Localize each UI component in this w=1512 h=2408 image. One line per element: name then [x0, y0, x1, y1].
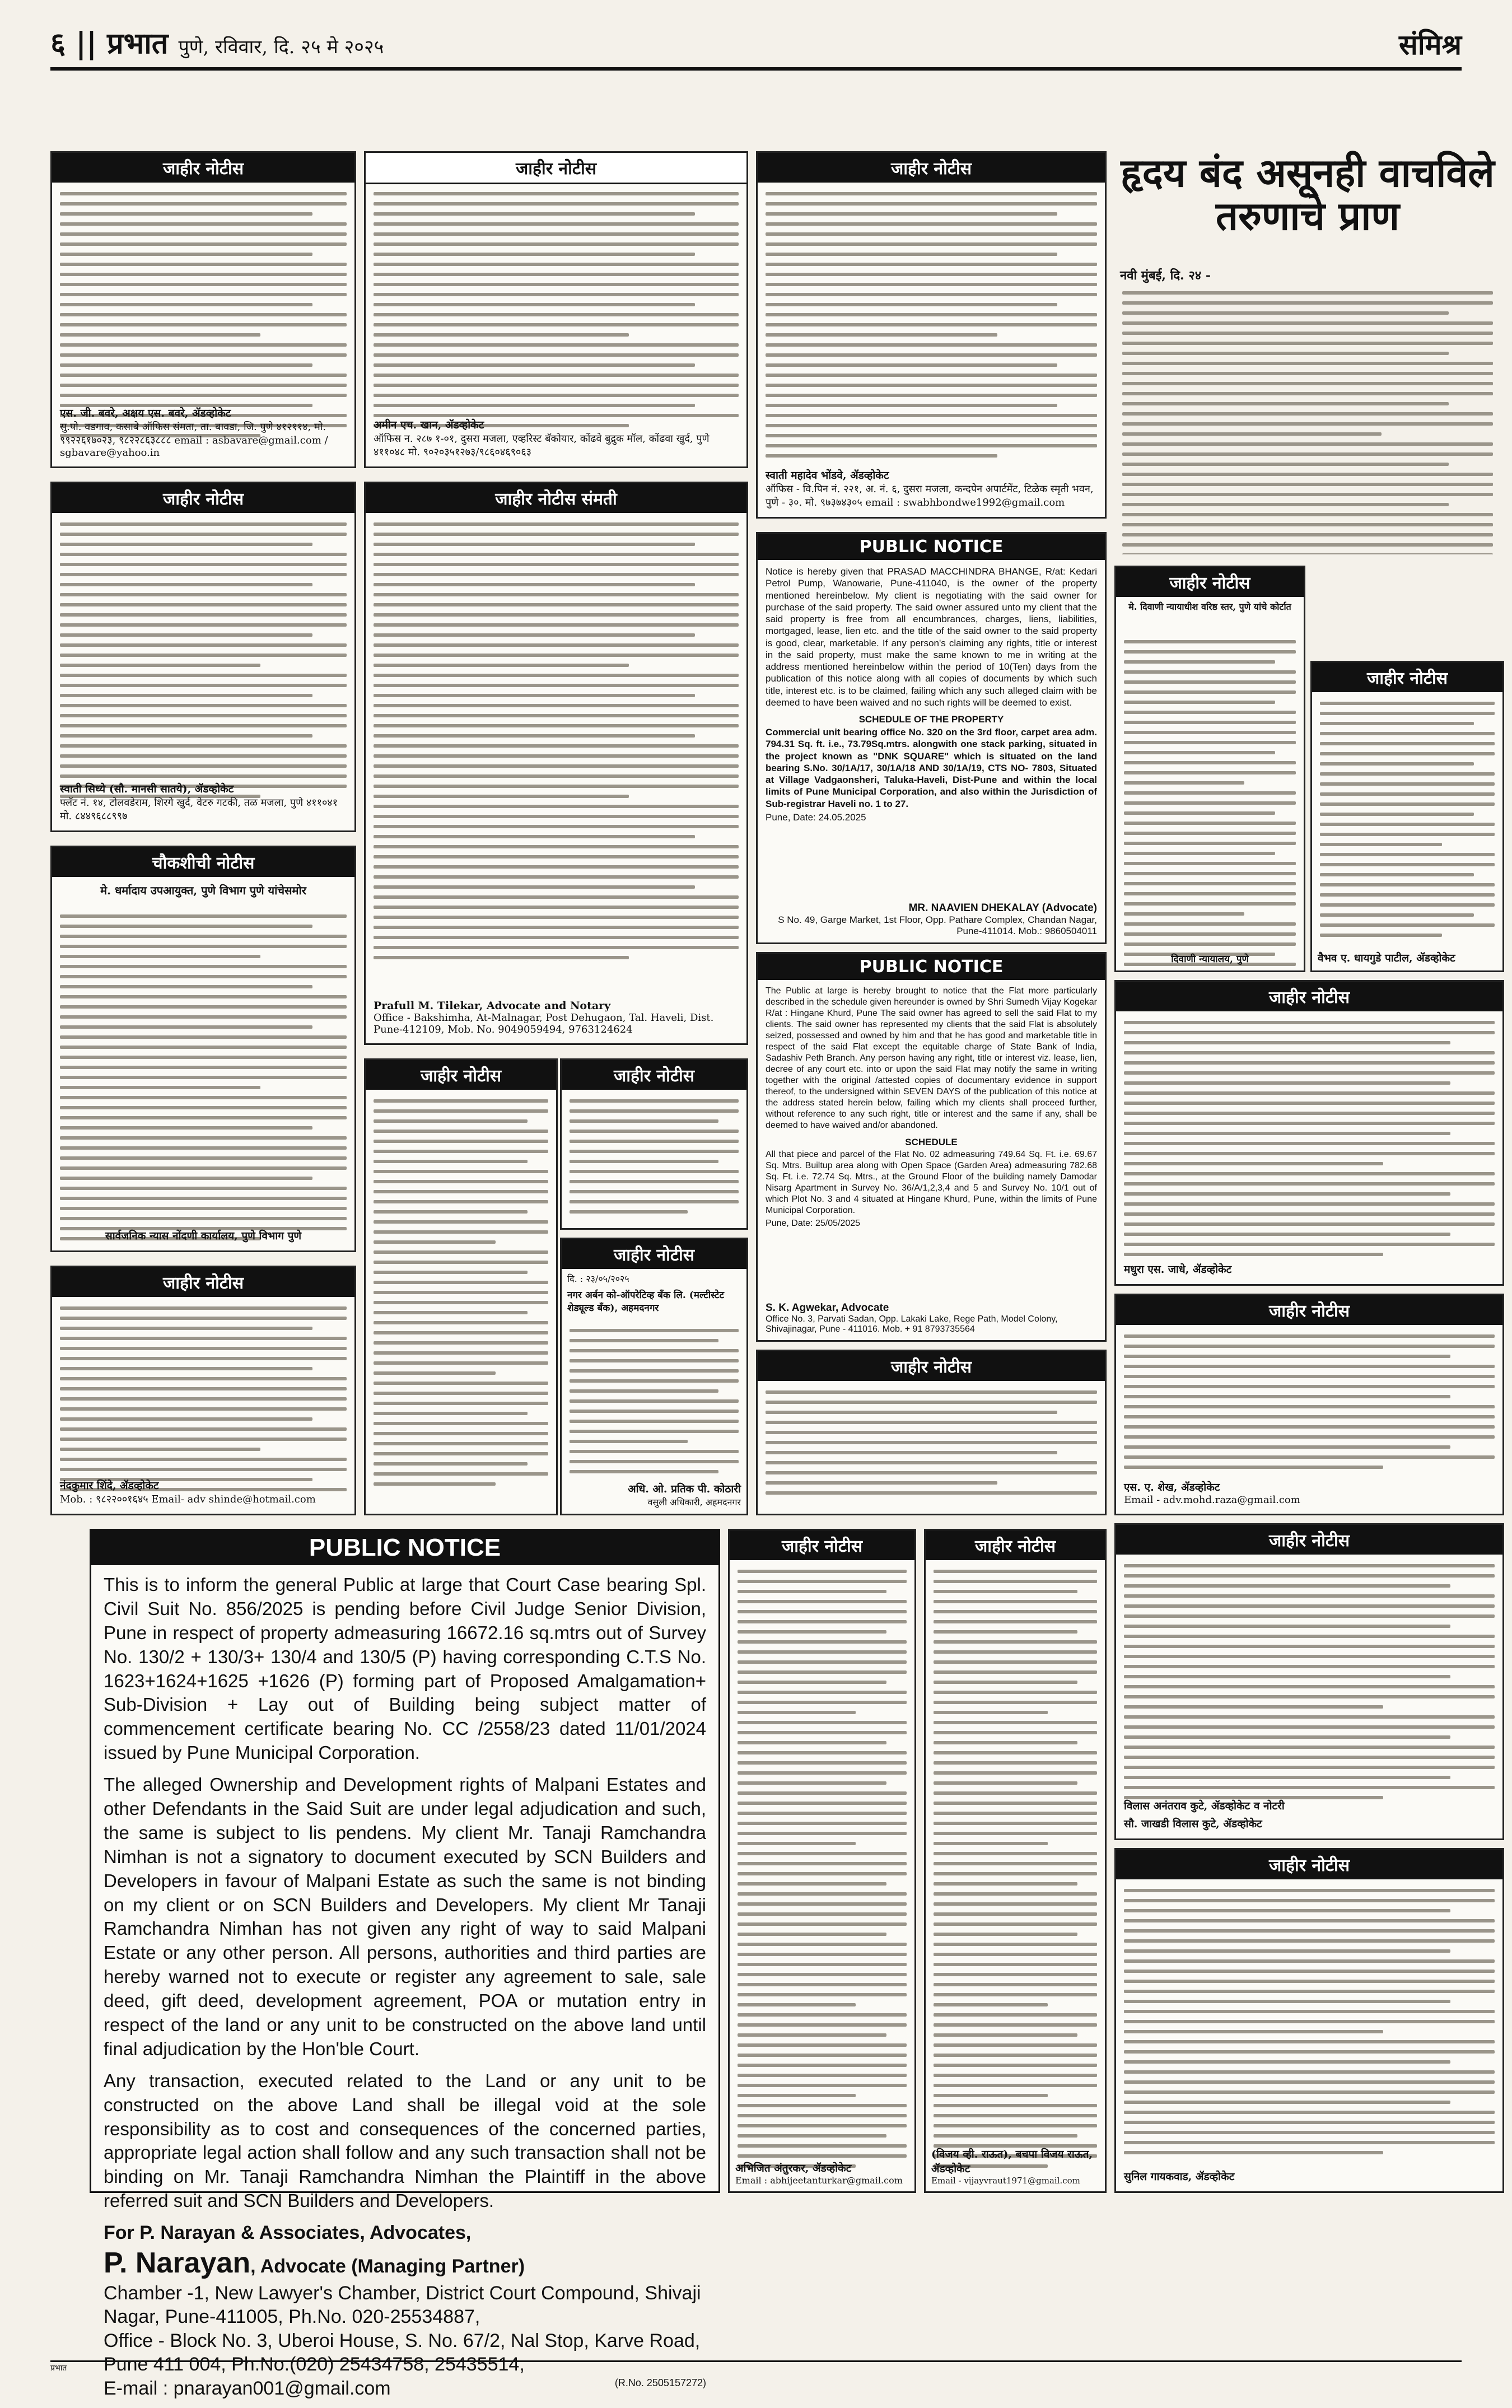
public-notice-big	[90, 1529, 720, 2399]
email: E-mail : pnarayan001@gmail.com	[104, 2377, 391, 2399]
headline-block	[1114, 151, 1501, 237]
signature-block	[1124, 2166, 1495, 2183]
bank-name: नगर अर्बन को-ऑपरेटिव्ह बँक लि. (मल्टीस्टेट शेड्यूल्ड बँक), अहमदनगर	[567, 1290, 725, 1314]
notice-heading: जाहीर नोटीस	[52, 483, 354, 513]
page-footer	[50, 2360, 1462, 2373]
bank-notice-date: दि. : २३/०५/२०२५	[567, 1273, 629, 1284]
dateline: पुणे, रविवार, दि. २५ मे २०२५	[178, 36, 384, 58]
notice-text	[60, 522, 347, 805]
signature-block	[766, 464, 1097, 509]
advocate-address: Office - Bakshimha, At-Malnagar, Post Dehugaon, Tal. Haveli, Dist. Pune-412109, Mob. No. 9049059494, 9763124624	[374, 1012, 714, 1035]
schedule-title: SCHEDULE	[905, 1137, 958, 1147]
signature-block	[1318, 947, 1497, 965]
advocate-name: सुनिल गायकवाड, ॲडव्होकेट	[1124, 2171, 1235, 2183]
notice-heading: PUBLIC NOTICE	[758, 534, 1105, 560]
notice-heading: जाहीर नोटीस	[1116, 1525, 1502, 1555]
notice-text	[374, 192, 739, 434]
advocate-name: S. K. Agwekar, Advocate	[766, 1302, 889, 1314]
notice-heading: जाहीर नोटीस	[730, 1530, 914, 1560]
signature-block	[60, 1474, 347, 1506]
notice-text	[934, 1570, 1097, 2174]
ro-number: (R.No. 2505157272)	[614, 2377, 706, 2388]
notice-heading: चौकशीची नोटीस	[52, 847, 354, 877]
signature-block	[1124, 1795, 1495, 1831]
notice-box-8	[756, 1350, 1107, 1515]
notice-heading: जाहीर नोटीस	[758, 1351, 1105, 1381]
notice-box-1	[50, 151, 356, 468]
advocate-email: Email : abhijeetanturkar@gmail.com	[735, 2175, 903, 2186]
notice-text	[766, 192, 1097, 464]
masthead	[50, 22, 1462, 71]
signature-block	[766, 1299, 1097, 1334]
notice-text	[570, 1099, 739, 1220]
advocate-name: स्वाती महादेव भोंडवे, ॲडव्होकेट	[766, 469, 889, 482]
advocate-name: अभिजित अंतुरकर, ॲडव्होकेट	[735, 2162, 852, 2174]
notice-box-7	[756, 151, 1107, 519]
paper-name: प्रभात	[107, 26, 169, 60]
signatory-name: अधि. ओ. प्रतिक पी. कोठारी	[628, 1483, 741, 1495]
signature-block	[931, 2143, 1099, 2186]
sanmati-notice	[364, 482, 748, 1045]
signature-block	[1124, 1476, 1495, 1506]
notice-text	[374, 1099, 548, 1492]
footer-text: प्रभात	[50, 2364, 67, 2373]
story-dateline: नवी मुंबई, दि. २४ -	[1120, 268, 1211, 283]
office-name: मे. धर्मादाय उपआयुक्त, पुणे विभाग पुणे यांचेसमोर	[100, 884, 306, 897]
advocate-name: (विजय व्ही. राऊत), बचपा विजय राऊत, ॲडव्होकेट	[931, 2148, 1093, 2175]
notice-heading: जाहीर नोटीस	[1116, 1850, 1502, 1879]
notice-text	[1124, 1021, 1495, 1263]
notice-text: The Public at large is hereby brought to notice that the Flat more particularly described in the schedule given hereunder is owned by Shri Sumedh Vijay Kogekar R/at : Hingane Khurd, Pune The said owner has agreed to sell the said Flat to my clients. The said owner has represented my clients that the said Flat is absolutely seized, possessed and owned by him and that he has good and marketable title in respect of the said Flat except the equitable charge of State Bank of India, Sadashiv Peth Branch. Any person having any right, title or interest viz. lease, lien, decree of any court etc. into or upon the said Flat may notify the same in writing together with the original /attested copies of documentary evidence in support thereof, to the undersigned within SEVEN DAYS of the publication of this notice at the address stated herein below, failing which my clients shall proceed further, without reference to any such right, title or interest and the same if any, shall be deemed to have waived and/or abandoned.	[766, 986, 1097, 1130]
signature-block	[60, 402, 347, 459]
advocate-name: अमीन एच. खान, ॲडव्होकेट	[374, 419, 484, 431]
advocate-address: फ्लॅट नं. १४, टोलवडेराम, शिरगे खुर्द, वेटरु गटकी, तळ मजला, पुणे ४११०४१ मो. ८४४९६८८९९७	[60, 797, 338, 822]
notice-heading: PUBLIC NOTICE	[758, 954, 1105, 980]
notice-heading: जाहीर नोटीस	[1312, 662, 1502, 692]
signature-block	[374, 414, 739, 459]
notice-heading: PUBLIC NOTICE	[91, 1530, 718, 1565]
notice-box-5	[364, 1058, 558, 1515]
notice-box-9	[1310, 661, 1504, 972]
story-text	[1122, 291, 1493, 554]
signature-block	[766, 899, 1097, 937]
notice-heading: जाहीर नोटीस संमती	[366, 483, 746, 513]
notice-box-4	[364, 151, 748, 468]
masthead-left: ६ || प्रभात पुणे, रविवार, दि. २५ मे २०२५	[50, 26, 384, 60]
signature-block	[1124, 1258, 1495, 1276]
advocate-name: विलास अनंतराव कुटे, ॲडव्होकेट व नोटरी	[1124, 1800, 1285, 1812]
advocate-address: S No. 49, Garge Market, 1st Floor, Opp. Pathare Complex, Chandan Nagar, Pune-411014. Mob.: 9860504011	[778, 914, 1097, 936]
firm-line: For P. Narayan & Associates, Advocates,	[104, 2222, 472, 2244]
advocate-address: Office No. 3, Parvati Sadan, Opp. Lakaki Lake, Rege Path, Model Colony, Shivajinagar, Pune - 411016. Mob. + 91 8793735564	[766, 1314, 1058, 1334]
section-name: संमिश्र	[1398, 28, 1462, 61]
notice-text	[738, 1570, 907, 2174]
notice-text	[1320, 702, 1495, 944]
notice-heading: जाहीर नोटीस	[52, 1267, 354, 1297]
notice-text	[1124, 1334, 1495, 1476]
notice-box-6	[560, 1058, 748, 1230]
advocate-role: , Advocate (Managing Partner)	[250, 2255, 525, 2277]
schedule-text: Commercial unit bearing office No. 320 on the 3rd floor, carpet area adm. 794.31 Sq. ft. i.e., 73.79Sq.mtrs. alongwith one stack parking, situated in the project known as "DNK SQUARE" which is situated on the land bearing S.No. 30/1A/17, 30/1A/18 AND 30/1A/19, CTS NO- 7803, Situated at Village Vadgaonsheri, Taluka-Haveli, Dist-Pune and within the local limits of Pune Municipal Corporation, and also within the Jurisdiction of Sub-registrar Haveli no. 1 to 27.	[766, 727, 1097, 809]
bank-notice	[560, 1238, 748, 1515]
advocate-email: Email - vijayvraut1971@gmail.com	[931, 2176, 1080, 2186]
advocate-name: MR. NAAVIEN DHEKALAY (Advocate)	[908, 902, 1097, 914]
public-notice-2	[756, 532, 1107, 944]
page-number: ६	[50, 26, 66, 60]
notice-text	[374, 522, 739, 966]
advocate-name: P. Narayan	[104, 2246, 251, 2279]
notice-text	[766, 1390, 1097, 1501]
advocate-name: नंदकुमार शिंदे, ॲडव्होकेट	[60, 1480, 159, 1492]
signature-block	[60, 778, 347, 823]
notice-box-12	[728, 1529, 916, 2193]
notice-box-14	[1114, 1523, 1504, 1840]
advocate-name: एस. ए. शेख, ॲडव्होकेट	[1124, 1481, 1220, 1494]
notice-text	[1124, 1564, 1495, 1806]
schedule-text: All that piece and parcel of the Flat No. 02 admeasuring 749.64 Sq. Ft. i.e. 69.67 Sq. Mtrs. Builtup area along with Open Space (Garden Area) admeasuring 782.68 Sq. Ft. i.e. 72.74 Sq. Mtrs., at the Ground Floor of the building namely Damodar Nisarg Apartment in Survey No. 36/A/1,2,3,4 and 5 and Survey No. 10/1 out of which Plot No. 3 and 4 situated at Hingane Khurd, Pune, within the limits of Pune Municipal Corporation.	[766, 1150, 1097, 1215]
notice-text	[1124, 1889, 1495, 2161]
notice-text	[60, 914, 347, 1247]
signature-block	[374, 996, 739, 1035]
headline-title: हृदय बंद असूनही वाचविले तरुणाचे प्राण	[1121, 150, 1495, 239]
notice-heading: जाहीर नोटीस	[562, 1060, 746, 1090]
notice-paragraph-2: The alleged Ownership and Development rights of Malpani Estates and other Defendants in the Said Suit are under legal adjudication and such, the same is subject to lis pendens. My client Mr. Tanaji Ramchandra Nimhan is not a signatory to document executed by SCN Builders and Developers in favour of Malpani Estate as such the same is not binding on my client or on SCN Builders and Developers. My client Mr Tanaji Ramchandra Nimhan has not given any right of way to said Malpani Estate or any other person. All persons, authorities and third parties are hereby warned not to execute or register any agreement to sale, sale deed, gift deed, development agreement, POA or mutation entry in respect of the land or any unit to be constructed on the above land until final adjudication by the Hon'ble Court.	[104, 1774, 706, 2059]
notice-text	[1124, 640, 1296, 972]
advocate-address: सु.पो. वडगाव, कसाबे ऑफिस संमता, ता. बावडा, जि. पुणे ४१२११४, मो. ९९२२६१७०२३, ९८२२८६३८८८ email : asbavare@gmail.com / sgbavare@yahoo.in	[60, 421, 328, 459]
advocate-address: ऑफिस - वि.पिन नं. २२१, अ. नं. ६, दुसरा मजला, कन्दपेन अपार्टमेंट, टिळेक स्मृती भवन, पुणे - ३०. मो. ९७३७४३०५ email : swabhbondwe1992@gmail.com	[766, 483, 1094, 508]
advocate-name: एस. जी. बवरे, अक्षय एस. बवरे, ॲडव्होकेट	[60, 407, 231, 419]
court-name: मे. दिवाणी न्यायाधीश वरिष्ठ स्तर, पुणे यांचे कोर्टात	[1128, 601, 1291, 612]
act-line: सार्वजनिक न्यास नोंदणी कार्यालय, पुणे विभाग पुणे	[105, 1230, 302, 1242]
office-address: Office - Block No. 3, Uberoi House, S. No. 67/2, Nal Stop, Karve Road, Pune 411 004, Ph.No.(020) 25434758, 25435514,	[104, 2330, 701, 2376]
notice-heading: जाहीर नोटीस	[1116, 982, 1502, 1011]
notice-box-11	[1114, 1294, 1504, 1515]
notice-box-3	[50, 1266, 356, 1515]
notice-date: Pune, Date: 24.05.2025	[766, 811, 866, 823]
notice-box-10	[1114, 980, 1504, 1286]
notice-heading: जाहीर नोटीस	[758, 153, 1105, 183]
notice-heading: जाहीर नोटीस	[1116, 1295, 1502, 1325]
notice-date: Pune, Date: 25/05/2025	[766, 1219, 861, 1228]
advocate-name: Prafull M. Tilekar, Advocate and Notary	[374, 1000, 611, 1012]
schedule-title: SCHEDULE OF THE PROPERTY	[858, 714, 1004, 725]
signatory-role: वसुली अधिकारी, अहमदनगर	[647, 1497, 741, 1508]
signature-block	[567, 1478, 741, 1508]
court-notice	[1114, 566, 1305, 972]
notice-box-2	[50, 482, 356, 832]
advocate-address: Email - adv.mohd.raza@gmail.com	[1124, 1494, 1300, 1506]
notice-heading: जाहीर नोटीस	[366, 153, 746, 184]
public-notice-3	[756, 952, 1107, 1342]
notice-box-15	[1114, 1848, 1504, 2193]
advocate-name: स्वाती सिध्ये (सौ. मानसी सातये), ॲडव्होकेट	[60, 783, 234, 795]
notice-heading: जाहीर नोटीस	[562, 1239, 746, 1269]
advocate-name-2: सौ. जाखडी विलास कुटे, ॲडव्होकेट	[1124, 1818, 1262, 1830]
notice-text: Notice is hereby given that PRASAD MACCHINDRA BHANGE, R/at: Kedari Petrol Pump, Wanowarie, Pune-411040, is the owner of the property mentioned hereinbelow. My client is negotiating with the said owner for purchase of the said property. The said owner assured unto my client that the said property is free from all encumbrances, charges, liens, liabilities, mortgaged, lease, lien etc. and the title of the said owner to the said property is good, clear, marketable. If any person's claiming any rights, title or interest in the said property, must make the same known to me in writing at the address mentioned hereinbelow within the period of 10(Ten) days from the publication of this notice along with all copies of documents by which such title, interest etc. is to be claimed, failing which any such alleged claim with be deemed to have been waived and no such rights will be deemed to exist.	[766, 566, 1097, 708]
notice-text	[570, 1329, 739, 1480]
notice-box-13	[924, 1529, 1107, 2193]
notice-paragraph-1: This is to inform the general Public at large that Court Case bearing Spl. Civil Suit No. 856/2025 is pending before Civil Judge Senior Division, Pune in respect of property admeasuring 16672.16 sq.mtrs out of Survey No. 130/2 + 130/3+ 130/4 and 130/5 (P) having corresponding C.T.S No. 1623+1624+1625 +1626 (P) forming part of Proposed Amalgamation+ Sub-Division + Lay out of Building being subject matter of commencement certificate bearing No. CC /2558/23 dated 11/01/2024 issued by Pune Municipal Corporation.	[104, 1574, 706, 1763]
notice-heading: जाहीर नोटीस	[52, 153, 354, 183]
notice-heading: जाहीर नोटीस	[366, 1060, 556, 1090]
signature-block	[735, 2157, 909, 2186]
chaukashi-notice	[50, 846, 356, 1252]
advocate-address: ऑफिस न. २८७ १-०१, दुसरा मजला, एव्हरिस्ट बॅकोयार, कोंढवे बुद्रुक मॉल, कोंढवा खुर्द, पुणे ४११०४८ मो. ९०२०३५१२७३/९८६०४६९०६३	[374, 433, 710, 458]
advocate-address: Mob. : ९८२२००१६४५ Email- adv shinde@hotmail.com	[60, 1494, 316, 1505]
advocate-name: वैभव ए. धायगुडे पाटील, ॲडव्होकेट	[1318, 952, 1455, 964]
court-footer: दिवाणी न्यायालय, पुणे	[1171, 954, 1249, 965]
chamber-address: Chamber -1, New Lawyer's Chamber, District Court Compound, Shivaji Nagar, Pune-411005, Ph.No. 020-25534887,	[104, 2282, 701, 2328]
advocate-name: मधुरा एस. जाधे, ॲडव्होकेट	[1124, 1263, 1232, 1276]
headline-story	[1114, 263, 1501, 554]
notice-heading: जाहीर नोटीस	[1116, 567, 1304, 597]
firm-block	[91, 2221, 718, 2400]
notice-heading: जाहीर नोटीस	[926, 1530, 1105, 1560]
notice-paragraph-3: Any transaction, executed related to the Land or any unit to be constructed on the above Land shall be illegal void at the sole responsibility as to cost and consequences of the concerned parties, appropriate legal action shall follow and any such transaction shall not be binding on Mr. Tanaji Ramchandra Nimhan the Plaintiff in the above referred suit and SCN Builders and Developers.	[104, 2070, 706, 2211]
notice-text	[60, 1306, 347, 1498]
